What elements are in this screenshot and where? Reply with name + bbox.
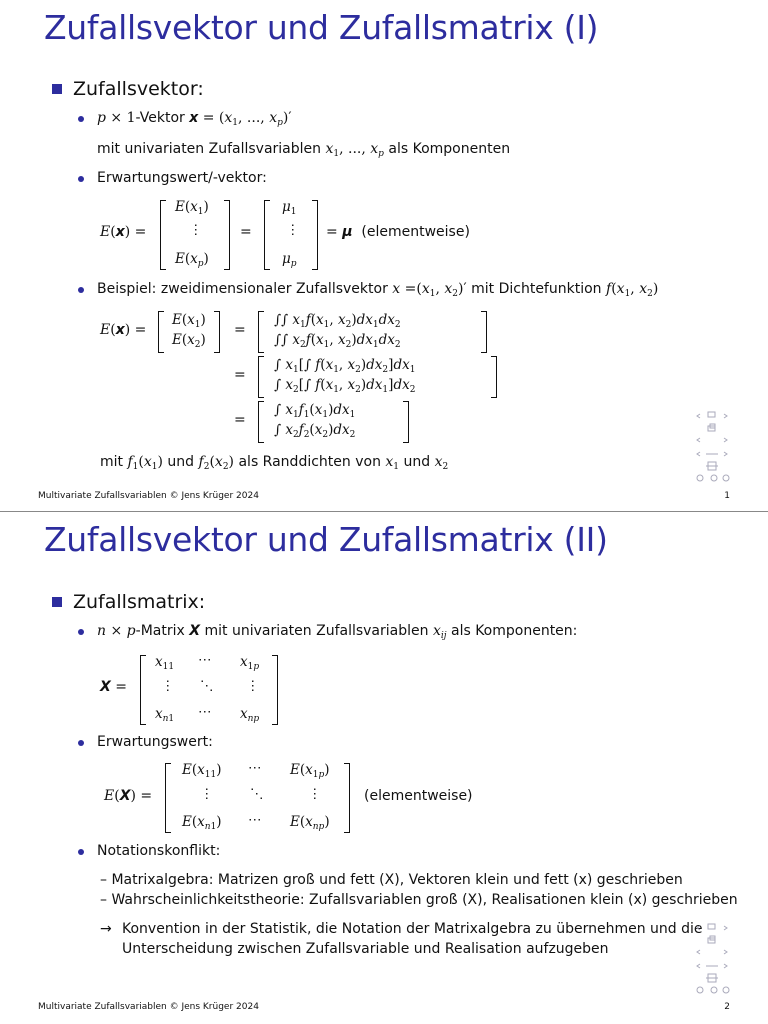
beamer-navigation-icon[interactable] (694, 410, 734, 482)
bracket-right (403, 401, 409, 443)
bracket-left (258, 401, 264, 443)
equation-lhs: E(X) = (104, 788, 153, 804)
matrix-cell: $E(x_{11})$ (182, 762, 222, 780)
matrix-cell: $\mu_p$ (282, 251, 297, 269)
matrix-cell: ⋮ (200, 786, 214, 802)
matrix-cell: ∫ $x_2[\int$ $f(x_1$, $x_2)dx_1]dx_2$ (274, 377, 416, 395)
matrix-cell: ∫ $x_1f_1(x_1)dx_1$ (274, 402, 356, 420)
matrix-cell: ⋯ (248, 812, 262, 828)
bracket-right (224, 200, 230, 270)
matrix-cell: $x_{n1}$ (155, 706, 175, 724)
section-bullet-icon (52, 597, 62, 607)
matrix-cell: ∫ $x_2f_2(x_2)dx_2$ (274, 422, 356, 440)
matrix-cell: $x_{11}$ (155, 654, 175, 672)
equation-rhs: = μ (elementweise) (326, 224, 470, 240)
matrix-cell: ⋱ (200, 678, 214, 694)
bullet-icon (78, 629, 84, 635)
bracket-left (264, 200, 270, 270)
matrix-cell: $E(x_1)$ (172, 312, 206, 330)
matrix-cell: ⋯ (198, 704, 212, 720)
slide-title: Zufallsvektor und Zufallsmatrix (II) (44, 520, 608, 559)
equals-sign: = (234, 322, 246, 338)
slide-1 (0, 0, 768, 511)
section-heading: Zufallsmatrix: (73, 591, 206, 613)
section-bullet-icon (52, 84, 62, 94)
bracket-right (272, 655, 278, 725)
marginal-densities-note: mit $f_1(x_1)$ und $f_2(x_2)$ als Randdichten von $x_1$ und $x_2$ (100, 454, 449, 472)
page-number: 2 (724, 1002, 730, 1012)
matrix-cell: $x_{np}$ (240, 706, 260, 724)
slide-title: Zufallsvektor und Zufallsmatrix (I) (44, 8, 599, 47)
matrix-cell: ⋮ (161, 678, 175, 694)
bracket-left (165, 763, 171, 833)
bullet-icon (78, 287, 84, 293)
bracket-left (140, 655, 146, 725)
matrix-cell: $E(x_2)$ (172, 332, 206, 350)
bullet-expectation-label: Erwartungswert: (97, 734, 213, 750)
bullet-example: Beispiel: zweidimensionaler Zufallsvektor $x =(x_1$, $x_2)'$ mit Dichtefunktion $f(x_1$, $x_2$) (97, 281, 659, 299)
equals-sign: = (234, 412, 246, 428)
footer-text: Multivariate Zufallsvariablen © Jens Krüger 2024 (38, 1002, 259, 1012)
matrix-cell: ∫∫ $x_2f(x_1$, $x_2)dx_1dx_2$ (274, 332, 401, 350)
equals-sign: = (240, 224, 252, 240)
bullet-icon (78, 849, 84, 855)
matrix-cell: ⋮ (308, 786, 322, 802)
bullet-icon (78, 116, 84, 122)
bullet-matrix-def: n × p-Matrix X mit univariaten Zufallsvariablen $x_{ij}$ als Komponenten: (97, 623, 578, 641)
dash-item-matrixalgebra: – Matrixalgebra: Matrizen groß und fett (X), Vektoren klein und fett (x) geschrieben (100, 872, 683, 888)
elementwise-note: (elementweise) (364, 788, 473, 804)
convention-line-2: Unterscheidung zwischen Zufallsvariable und Realisation aufzugeben (122, 941, 609, 957)
equals-sign: = (234, 367, 246, 383)
bullet-vector-def: p × 1-Vektor $x = (x_1$, ..., $x_p)'$ (97, 110, 292, 128)
bracket-right (491, 356, 497, 398)
equation-lhs: E(x) = (100, 224, 147, 240)
dash-item-probability: – Wahrscheinlichkeitstheorie: Zufallsvariablen groß (X), Realisationen klein (x) geschrieben (100, 892, 738, 908)
matrix-cell: ⋮ (246, 678, 260, 694)
matrix-cell: ⋮ (286, 222, 300, 238)
bracket-left (258, 356, 264, 398)
bracket-right (344, 763, 350, 833)
equation-lhs: E(x) = (100, 322, 147, 338)
matrix-cell: ⋮ (189, 222, 203, 238)
bracket-left (160, 200, 166, 270)
convention-line-1: Konvention in der Statistik, die Notation der Matrixalgebra zu übernehmen und die (122, 921, 703, 937)
matrix-cell: ∫ $x_1[\int$ $f(x_1$, $x_2)dx_2]dx_1$ (274, 357, 416, 375)
slide-2 (0, 512, 768, 1023)
bracket-right (481, 311, 487, 353)
matrix-cell: $E(x_{n1})$ (182, 814, 222, 832)
matrix-cell: $x_{1p}$ (240, 654, 260, 672)
bullet-notation-conflict: Notationskonflikt: (97, 843, 221, 859)
bracket-left (158, 311, 164, 353)
matrix-cell: ∫∫ $x_1f(x_1$, $x_2)dx_1dx_2$ (274, 312, 401, 330)
page-number: 1 (724, 491, 730, 501)
matrix-cell: ⋯ (198, 652, 212, 668)
matrix-cell: $E(x_1)$ (175, 199, 209, 217)
bullet-icon (78, 176, 84, 182)
matrix-cell: $E(x_{np})$ (290, 814, 330, 832)
matrix-cell: ⋱ (250, 786, 264, 802)
section-heading: Zufallsvektor: (73, 78, 204, 100)
bullet-expectation-label: Erwartungswert/-vektor: (97, 170, 267, 186)
matrix-cell: $E(x_{1p})$ (290, 762, 330, 780)
bracket-left (258, 311, 264, 353)
equation-lhs: X = (100, 679, 127, 695)
bullet-icon (78, 740, 84, 746)
matrix-cell: $\mu_1$ (282, 199, 297, 217)
bracket-right (312, 200, 318, 270)
arrow-icon: → (100, 921, 112, 937)
footer-text: Multivariate Zufallsvariablen © Jens Krüger 2024 (38, 491, 259, 501)
matrix-cell: ⋯ (248, 760, 262, 776)
matrix-cell: $E(x_p)$ (175, 251, 209, 269)
bracket-right (214, 311, 220, 353)
beamer-navigation-icon[interactable] (694, 922, 734, 994)
bullet-vector-desc: mit univariaten Zufallsvariablen $x_1$, ..., $x_p$ als Komponenten (97, 141, 511, 159)
